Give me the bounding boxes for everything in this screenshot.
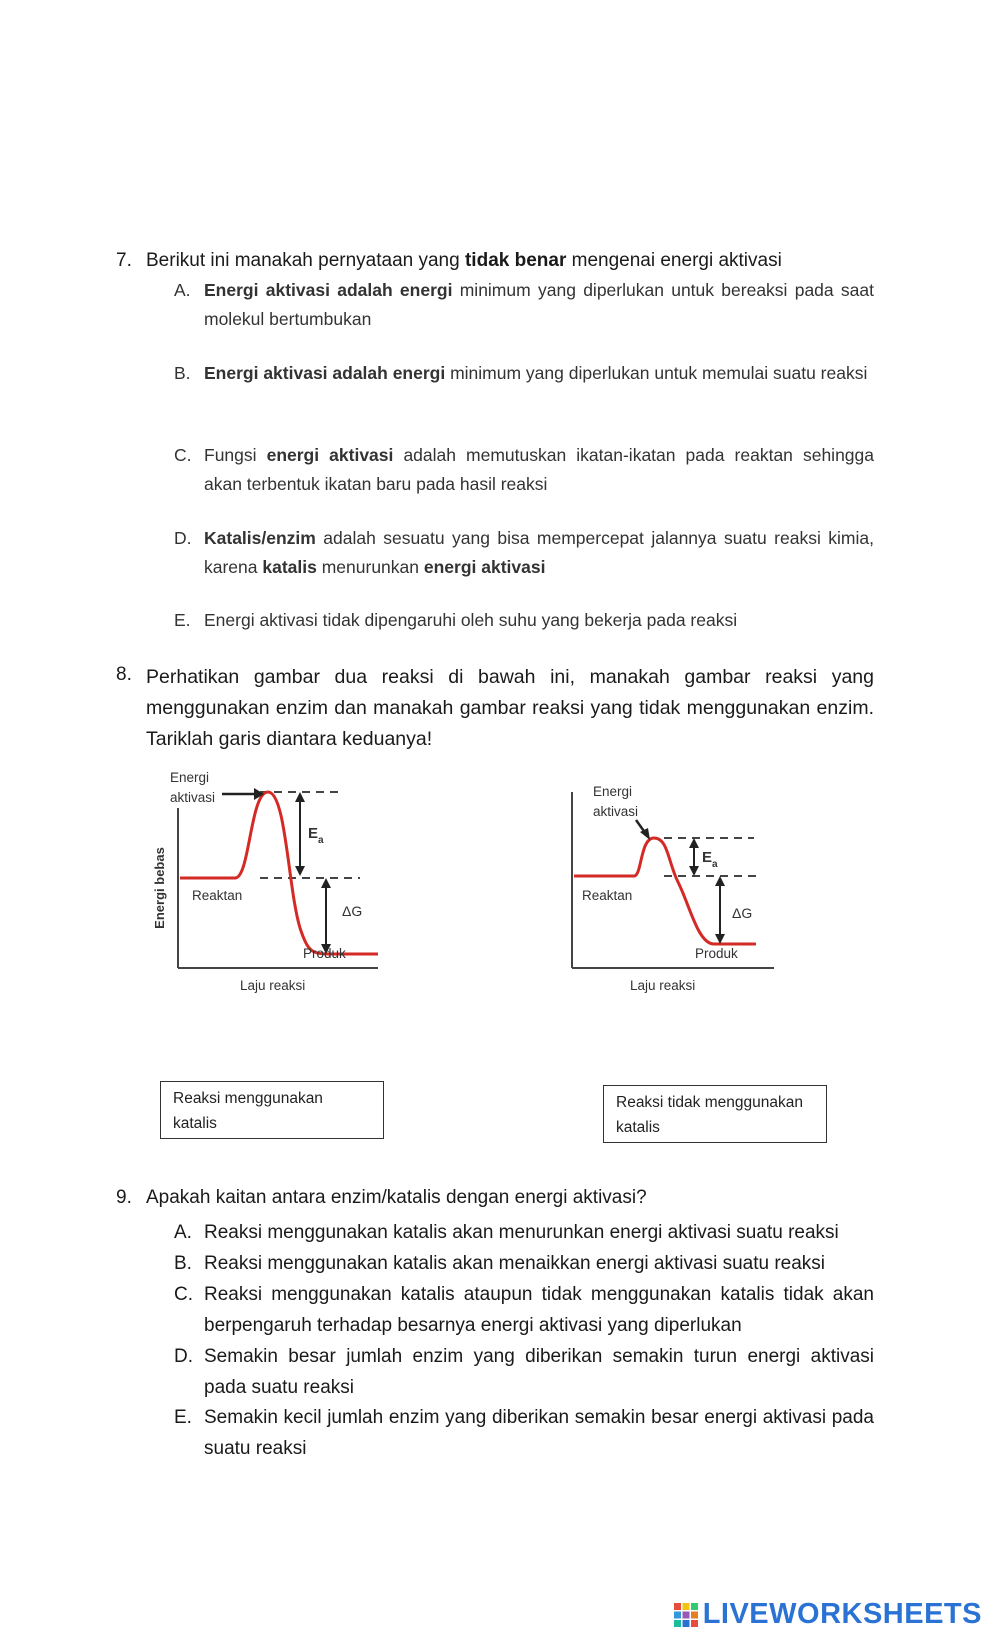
q8-stem: Perhatikan gambar dua reaksi di bawah ini, manakah gambar reaksi yang menggunakan enzim dan manakah gambar reaksi yang tidak menggunakan enzim. Tariklah garis diantara keduanya! [146,666,874,750]
chart-left-ea-arrowhead-bottom [295,866,305,876]
chart-left-energy-label-1: Energi [170,770,210,785]
chart-right-dg-label: ΔG [732,905,753,921]
q9-stem: Apakah kaitan antara enzim/katalis dengan energi aktivasi? [146,1187,647,1208]
chart-left-product-label: Produk [303,946,346,961]
chart-left-ea-label: E [308,825,319,842]
q7-stem: Berikut ini manakah pernyataan yang tidak benar mengenai energi aktivasi [146,250,782,271]
q7-option-e[interactable]: E. Energi aktivasi tidak dipengaruhi oleh suhu yang bekerja pada reaksi [174,610,738,630]
chart-left-dg-label: ΔG [342,903,363,919]
q7-number: 7. [116,250,132,271]
chart-left-ylabel: Energi bebas [152,847,167,929]
q7-option-c[interactable]: C. Fungsi energi aktivasi adalah memutuskan ikatan-ikatan pada reaktan sehingga akan terbentuk ikatan baru pada hasil reaksi [174,445,875,494]
chart-right-energy-label-1: Energi [593,784,633,799]
liveworksheets-logo-text: LIVEWORKSHEETS [702,1598,982,1630]
liveworksheets-logo-icon [673,1602,699,1628]
q9-number: 9. [116,1187,132,1208]
q9-option-d[interactable]: D. Semakin besar jumlah enzim yang diberikan semakin turun energi aktivasi pada suatu reaksi [174,1346,874,1398]
chart-left-reactant-label: Reaktan [192,888,243,903]
chart-right-ea-label: E [702,849,713,866]
q7-option-d[interactable]: D. Katalis/enzim adalah sesuatu yang bisa mempercepat jalannya suatu reaksi kimia, karena katalis menurunkan energi aktivasi [174,528,874,577]
chart-right-ea-subscript: a [712,859,718,870]
answer-box-with-catalyst[interactable]: Reaksi menggunakan katalis [160,1081,384,1139]
chart-left-dg-arrowhead-top [321,878,331,888]
q9-option-c[interactable]: C. Reaksi menggunakan katalis ataupun tidak menggunakan katalis tidak akan berpengaruh terhadap besarnya energi aktivasi yang diperlukan [174,1284,874,1336]
energy-chart-right [568,782,788,1032]
chart-left-xlabel: Laju reaksi [240,978,306,993]
chart-right-product-label: Produk [695,946,738,961]
liveworksheets-logo [673,1598,982,1631]
answer-box-without-catalyst[interactable]: Reaksi tidak menggunakan katalis [603,1085,827,1143]
chart-left-ea-arrowhead-top [295,792,305,802]
q9-option-b[interactable]: B. Reaksi menggunakan katalis akan menaikkan energi aktivasi suatu reaksi [174,1253,826,1274]
chart-right-ea-arrowhead-top [689,838,699,848]
chart-left-energy-label-2: aktivasi [170,790,216,805]
chart-right-reactant-label: Reaktan [582,888,633,903]
q9-option-e[interactable]: E. Semakin kecil jumlah enzim yang diberikan semakin besar energi aktivasi pada suatu reaksi [174,1407,874,1459]
chart-left-ea-subscript: a [318,835,324,846]
chart-right-xlabel: Laju reaksi [630,978,696,993]
chart-left-curve [180,792,378,954]
q9-option-a[interactable]: A. Reaksi menggunakan katalis akan menurunkan energi aktivasi suatu reaksi [174,1222,839,1243]
chart-right-ea-arrowhead-bottom [689,866,699,876]
energy-chart-left [150,768,390,1033]
chart-right-dg-arrowhead-top [715,876,725,886]
q8-number: 8. [116,664,132,685]
chart-right-energy-label-2: aktivasi [593,804,639,819]
q7-option-b[interactable]: B. Energi aktivasi adalah energi minimum yang diperlukan untuk memulai suatu reaksi [174,363,868,383]
q7-option-a[interactable]: A. Energi aktivasi adalah energi minimum yang diperlukan untuk bereaksi pada saat molekul bertumbukan [174,280,875,329]
